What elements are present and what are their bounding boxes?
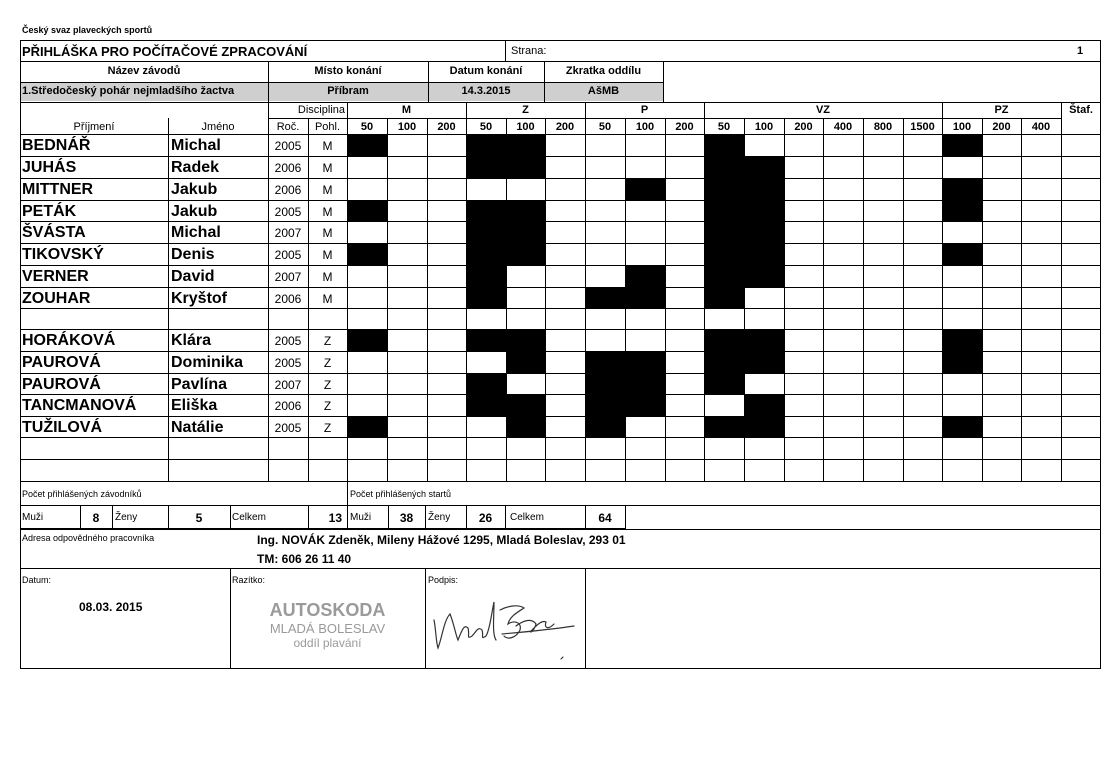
entry-mark: [466, 266, 507, 288]
entry-mark: [942, 330, 983, 352]
firstname-cell: Pavlína: [171, 375, 228, 393]
entry-mark: [704, 201, 745, 222]
entry-mark: [347, 244, 388, 266]
year-cell: 2005: [274, 334, 302, 348]
surname-cell: TIKOVSKÝ: [22, 246, 104, 263]
entry-mark: [704, 179, 745, 201]
grid-line: [20, 505, 1101, 506]
sex-cell: Z: [323, 377, 332, 392]
distance-header: 800: [873, 121, 893, 133]
firstname-cell: Klára: [171, 332, 212, 349]
entry-mark: [466, 201, 507, 222]
entry-mark: [704, 222, 745, 244]
entry-mark: [506, 352, 546, 374]
entry-mark: [585, 417, 626, 438]
year-cell: 2005: [274, 139, 302, 153]
distance-header: 100: [952, 121, 972, 133]
year-cell: 2005: [274, 248, 302, 262]
grid-line: [625, 505, 626, 529]
stamp-label: Razítko:: [232, 575, 266, 585]
firstname-cell: Natálie: [171, 418, 224, 436]
grid-line: [505, 505, 506, 529]
grid-line: [20, 329, 1101, 330]
distance-header: 200: [555, 121, 575, 133]
year-header: Roč.: [276, 121, 300, 133]
firstname-cell: Kryštof: [171, 289, 228, 307]
entry-mark: [625, 374, 666, 395]
year-cell: 2007: [274, 377, 302, 392]
entry-mark: [704, 330, 745, 352]
entry-mark: [744, 222, 785, 244]
grid-line: [425, 505, 426, 529]
entry-mark: [506, 201, 546, 222]
distance-header: 200: [794, 121, 813, 133]
entry-mark: [466, 288, 507, 309]
relay-header: Štaf.: [1069, 104, 1093, 116]
grid-line: [112, 505, 113, 529]
competition-name: 1.Středočeský pohár nejmladšího žactva: [22, 85, 235, 97]
grid-line: [1061, 102, 1062, 481]
grid-line: [20, 178, 1101, 179]
firstname-cell: David: [171, 268, 215, 285]
entry-mark: [585, 374, 626, 395]
entry-mark: [625, 179, 666, 201]
surname-cell: PAUROVÁ: [22, 354, 101, 371]
distance-header: 200: [437, 121, 456, 133]
entry-mark: [506, 395, 546, 417]
sex-cell: M: [322, 183, 333, 197]
date-label: Datum:: [22, 575, 52, 585]
entry-mark: [625, 352, 666, 374]
competitors-label: Počet přihlášených závodníků: [22, 489, 142, 499]
competitors-men: 8: [92, 511, 100, 525]
surname-cell: ZOUHAR: [22, 289, 91, 307]
firstname-cell: Jakub: [171, 181, 218, 198]
firstname-cell: Dominika: [171, 354, 244, 371]
entry-mark: [942, 244, 983, 266]
distance-header: 100: [516, 121, 535, 133]
grid-line: [505, 41, 506, 61]
firstname-cell: Michal: [171, 137, 221, 154]
stamp-line: AUTOSKODA: [269, 600, 386, 620]
starts-total: 64: [598, 511, 612, 525]
firstname-cell: Michal: [171, 224, 221, 241]
entry-mark: [942, 135, 983, 157]
surname-cell: PAUROVÁ: [22, 375, 101, 393]
grid-line: [20, 529, 1101, 530]
surname-cell: MITTNER: [22, 181, 94, 198]
distance-header: 400: [833, 121, 853, 133]
year-cell: 2005: [274, 356, 302, 370]
entry-mark: [744, 244, 785, 266]
entry-mark: [744, 179, 785, 201]
grid-line: [20, 481, 1101, 482]
page-label: Strana:: [511, 45, 547, 57]
grid-line: [427, 118, 428, 481]
contact-address: Ing. NOVÁK Zdeněk, Mileny Hážové 1295, Mladá Boleslav, 293 01: [257, 533, 626, 547]
grid-line: [20, 459, 1101, 460]
total-label: Celkem: [510, 512, 544, 523]
entry-mark: [585, 395, 626, 417]
sex-cell: M: [322, 204, 333, 219]
entry-mark: [347, 201, 388, 222]
sex-cell: M: [322, 226, 333, 240]
entry-mark: [466, 330, 507, 352]
sex-cell: M: [322, 248, 333, 262]
grid-line: [20, 437, 1101, 438]
form-title: PŘIHLÁŠKA PRO POČÍTAČOVÉ ZPRACOVÁNÍ: [22, 44, 308, 59]
surname-cell: ŠVÁSTA: [22, 224, 86, 241]
venue-value: Příbram: [327, 85, 369, 97]
entry-mark: [466, 395, 507, 417]
entry-mark: [466, 244, 507, 266]
grid-line: [20, 221, 1101, 222]
total-label: Celkem: [232, 512, 266, 523]
men-label: Muži: [22, 512, 44, 523]
starts-label: Počet přihlášených startů: [350, 489, 452, 499]
grid-line: [347, 481, 348, 529]
grid-line: [20, 156, 1101, 157]
distance-header: 50: [360, 121, 374, 133]
year-cell: 2006: [274, 183, 302, 197]
entry-mark: [506, 330, 546, 352]
header-venue: Místo konání: [314, 65, 382, 77]
distance-header: 50: [717, 121, 731, 133]
entry-mark: [506, 157, 546, 179]
date-value: 08.03. 2015: [79, 600, 143, 614]
starts-men: 38: [399, 511, 414, 525]
entry-mark: [585, 352, 626, 374]
entry-mark: [466, 222, 507, 244]
discipline-label: Disciplina: [297, 104, 345, 116]
entry-mark: [347, 417, 388, 438]
distance-header: 200: [992, 121, 1011, 133]
distance-header: 100: [754, 121, 774, 133]
entry-mark: [466, 374, 507, 395]
grid-line: [20, 102, 1101, 103]
grid-line: [20, 351, 1101, 352]
sex-cell: Z: [323, 356, 332, 370]
grid-line: [20, 416, 1101, 417]
entry-mark: [942, 179, 983, 201]
distance-header: 50: [479, 121, 493, 133]
surname-header: Příjmení: [73, 121, 115, 133]
entry-mark: [625, 266, 666, 288]
entry-mark: [744, 417, 785, 438]
year-cell: 2007: [274, 270, 302, 284]
women-label: Ženy: [115, 512, 138, 523]
year-cell: 2006: [274, 399, 302, 413]
surname-cell: TANCMANOVÁ: [22, 397, 137, 414]
grid-line: [663, 61, 664, 102]
surname-cell: JUHÁS: [22, 159, 77, 176]
stroke-group-z: Z: [522, 104, 529, 116]
year-cell: 2006: [274, 161, 302, 175]
stamp-line: MLADÁ BOLESLAV: [269, 621, 386, 636]
contact-label: Adresa odpovědného pracovníka: [22, 533, 155, 543]
grid-line: [20, 308, 1101, 309]
grid-line: [903, 118, 904, 481]
entry-mark: [506, 222, 546, 244]
firstname-cell: Eliška: [171, 397, 218, 414]
page-number: 1: [1077, 45, 1084, 57]
grid-line: [20, 200, 1101, 201]
distance-header: 1500: [910, 121, 935, 133]
firstname-cell: Radek: [171, 159, 220, 176]
organization-name: Český svaz plaveckých sportů: [22, 25, 153, 35]
year-cell: 2007: [274, 226, 302, 240]
entry-mark: [347, 330, 388, 352]
stamp-line: oddíl plavání: [293, 636, 362, 650]
distance-header: 200: [675, 121, 694, 133]
entry-mark: [704, 157, 745, 179]
sex-cell: Z: [323, 334, 332, 348]
entry-mark: [704, 352, 745, 374]
firstname-cell: Denis: [171, 246, 215, 263]
sex-header: Pohl.: [314, 121, 341, 133]
entry-mark: [942, 417, 983, 438]
women-label: Ženy: [428, 512, 451, 523]
entry-mark: [506, 244, 546, 266]
stroke-group-p: P: [640, 104, 649, 116]
entry-mark: [942, 201, 983, 222]
header-date: Datum konání: [449, 65, 523, 77]
entry-mark: [506, 417, 546, 438]
entry-mark: [744, 201, 785, 222]
surname-cell: HORÁKOVÁ: [22, 332, 116, 349]
entry-mark: [744, 330, 785, 352]
surname-cell: TUŽILOVÁ: [22, 418, 102, 436]
year-cell: 2006: [274, 291, 302, 306]
date-value: 14.3.2015: [461, 85, 511, 97]
starts-women: 26: [478, 511, 493, 525]
grid-line: [20, 134, 1101, 135]
firstname-cell: Jakub: [171, 202, 218, 220]
entry-mark: [744, 266, 785, 288]
stroke-group-vz: VZ: [815, 104, 831, 116]
signature-label: Podpis:: [428, 575, 459, 585]
sex-cell: M: [322, 270, 333, 284]
grid-line: [230, 505, 231, 529]
entry-mark: [704, 288, 745, 309]
sex-cell: M: [322, 291, 333, 306]
entry-mark: [466, 135, 507, 157]
entry-mark: [466, 157, 507, 179]
entry-mark: [744, 395, 785, 417]
stroke-group-pz: PZ: [994, 104, 1009, 116]
grid-line: [168, 118, 169, 481]
grid-line: [20, 243, 1101, 244]
entry-mark: [625, 395, 666, 417]
entry-mark: [704, 374, 745, 395]
sex-cell: Z: [323, 399, 332, 413]
sex-cell: M: [322, 161, 333, 175]
grid-line: [823, 118, 824, 481]
entry-mark: [585, 288, 626, 309]
entry-mark: [704, 266, 745, 288]
distance-header: 400: [1031, 121, 1051, 133]
sex-cell: Z: [323, 420, 332, 435]
entry-mark: [744, 157, 785, 179]
entry-mark: [704, 244, 745, 266]
contact-phone: TM: 606 26 11 40: [257, 552, 352, 566]
header-competition-name: Název závodů: [107, 65, 181, 77]
entry-mark: [347, 135, 388, 157]
signature-image: [428, 590, 588, 665]
entry-mark: [704, 417, 745, 438]
grid-line: [20, 287, 1101, 288]
grid-line: [20, 373, 1101, 374]
entry-mark: [625, 288, 666, 309]
grid-line: [863, 118, 864, 481]
grid-line: [20, 568, 1101, 569]
header-club-abbr: Zkratka oddílu: [565, 65, 642, 77]
entry-mark: [942, 352, 983, 374]
stroke-group-m: M: [401, 104, 412, 116]
year-cell: 2005: [274, 204, 302, 219]
firstname-header: Jméno: [201, 121, 235, 133]
sex-cell: M: [322, 139, 333, 153]
grid-line: [1021, 118, 1022, 481]
distance-header: 50: [598, 121, 612, 133]
competitors-women: 5: [195, 511, 203, 525]
grid-line: [425, 568, 426, 669]
grid-line: [20, 394, 1101, 395]
entry-mark: [744, 352, 785, 374]
grid-line: [20, 61, 1101, 62]
surname-cell: VERNER: [22, 268, 89, 285]
distance-header: 100: [635, 121, 655, 133]
surname-cell: PETÁK: [22, 202, 77, 220]
entry-mark: [704, 135, 745, 157]
surname-cell: BEDNÁŘ: [22, 137, 91, 154]
grid-line: [20, 265, 1101, 266]
competitors-total: 13: [328, 511, 342, 525]
men-label: Muži: [350, 512, 372, 523]
distance-header: 100: [397, 121, 417, 133]
year-cell: 2005: [274, 420, 302, 435]
club-abbr-value: AšMB: [587, 85, 620, 97]
entry-mark: [506, 135, 546, 157]
